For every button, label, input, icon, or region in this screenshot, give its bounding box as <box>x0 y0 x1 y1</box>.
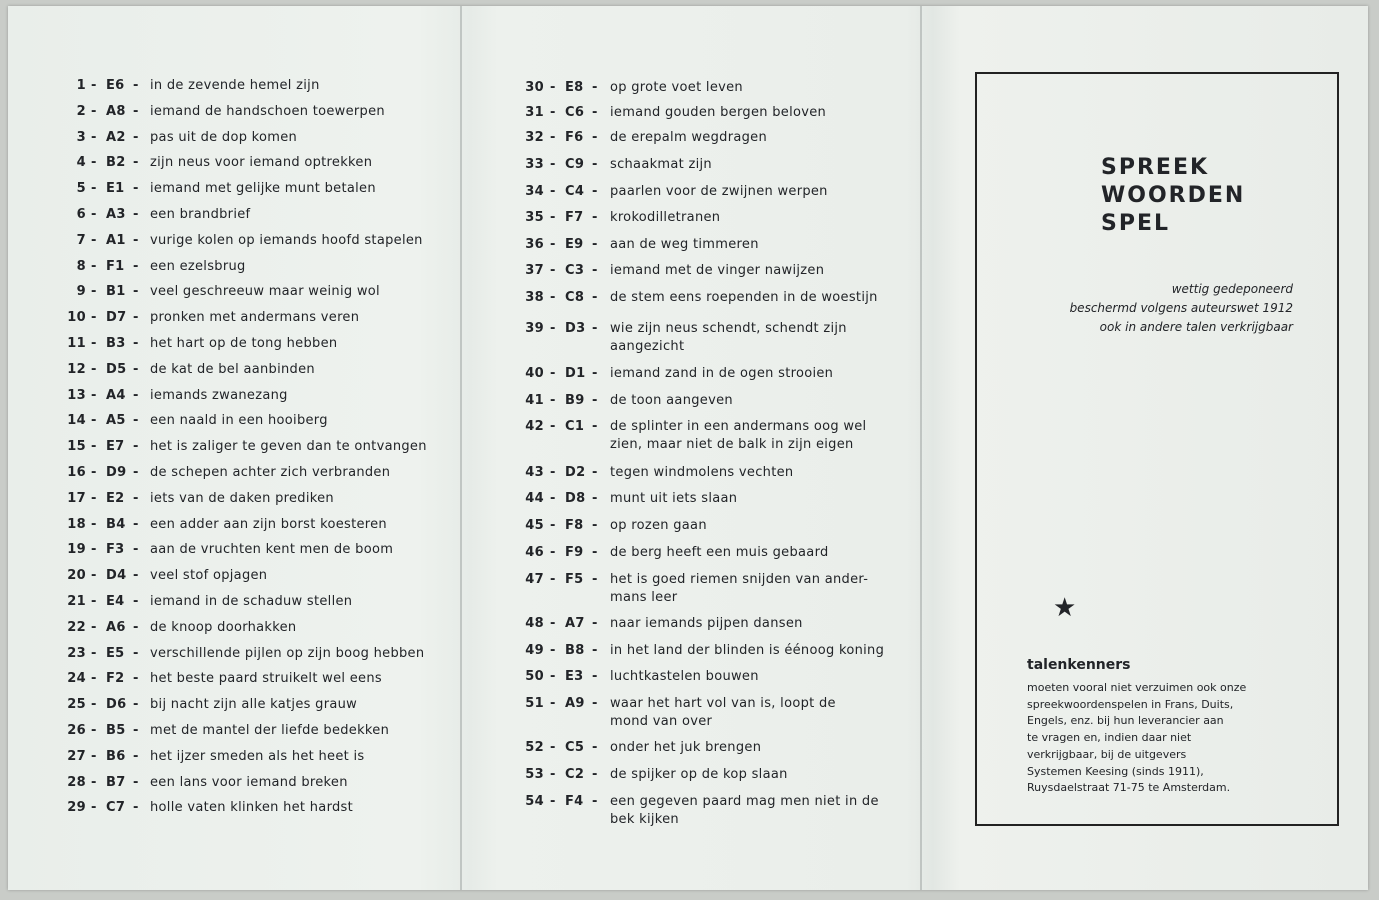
entry-grid-code: B9 <box>565 393 585 408</box>
entry-number: 31 <box>525 105 544 120</box>
entry-number: 5 <box>76 181 86 196</box>
entry-dash: - <box>550 465 556 480</box>
entry-dash: - <box>592 290 598 305</box>
entry-dash: - <box>91 646 97 661</box>
entry-number: 7 <box>76 233 86 248</box>
entry-dash: - <box>91 362 97 377</box>
entry-dash: - <box>91 568 97 583</box>
entry-grid-code: E1 <box>106 181 125 196</box>
entry-number: 51 <box>525 696 544 711</box>
body-line: spreekwoordenspelen in Frans, Duits, <box>1027 697 1234 711</box>
entry-grid-code: C8 <box>565 290 585 305</box>
entry-grid-code: B1 <box>106 284 126 299</box>
entry-dash: - <box>550 643 556 658</box>
entry-number: 20 <box>67 568 86 583</box>
entry-dash: - <box>592 80 598 95</box>
proverb-text: holle vaten klinken het hardst <box>150 800 354 815</box>
entry-dash: - <box>592 669 598 684</box>
entry-grid-code: A3 <box>106 207 126 222</box>
proverb-text: zijn neus voor iemand optrekken <box>150 155 373 170</box>
proverb-text: de knoop doorhakken <box>150 620 297 635</box>
entry-dash: - <box>550 696 556 711</box>
entry-dash: - <box>592 794 598 809</box>
proverb-text: het hart op de tong hebben <box>150 336 338 351</box>
entry-number: 38 <box>525 290 544 305</box>
entry-number: 29 <box>67 800 86 815</box>
entry-dash: - <box>592 767 598 782</box>
entry-grid-code: A8 <box>106 104 126 119</box>
entry-dash: - <box>133 775 139 790</box>
entry-dash: - <box>133 517 139 532</box>
entry-dash: - <box>133 310 139 325</box>
entry-grid-code: E3 <box>565 669 584 684</box>
proverb-text: iemand met de vinger nawijzen <box>610 263 825 278</box>
entry-number: 4 <box>76 155 86 170</box>
entry-dash: - <box>550 518 556 533</box>
entry-number: 44 <box>525 491 544 506</box>
notice-line: ook in andere talen verkrijgbaar <box>1099 320 1293 334</box>
entry-grid-code: F3 <box>106 542 125 557</box>
entry-dash: - <box>592 321 598 336</box>
entry-grid-code: D3 <box>565 321 586 336</box>
entry-grid-code: F8 <box>565 518 584 533</box>
entry-grid-code: C6 <box>565 105 585 120</box>
entry-number: 45 <box>525 518 544 533</box>
proverb-text: verschillende pijlen op zijn boog hebben <box>150 646 425 661</box>
title-line: SPREEK <box>1101 155 1210 180</box>
proverb-text: een adder aan zijn borst koesteren <box>150 517 387 532</box>
entry-number: 23 <box>67 646 86 661</box>
entry-dash: - <box>592 572 598 587</box>
entry-number: 30 <box>525 80 544 95</box>
entry-dash: - <box>133 620 139 635</box>
entry-grid-code: D1 <box>565 366 586 381</box>
proverb-text: het is zaliger te geven dan te ontvangen <box>150 439 427 454</box>
entry-number: 32 <box>525 130 544 145</box>
entry-dash: - <box>550 80 556 95</box>
entry-grid-code: D2 <box>565 465 586 480</box>
entry-number: 22 <box>67 620 86 635</box>
entry-dash: - <box>133 207 139 222</box>
proverb-text: een naald in een hooiberg <box>150 413 328 428</box>
entry-number: 14 <box>67 413 86 428</box>
entry-dash: - <box>133 542 139 557</box>
entry-dash: - <box>91 284 97 299</box>
entry-grid-code: A2 <box>106 130 126 145</box>
entry-dash: - <box>91 800 97 815</box>
entry-number: 12 <box>67 362 86 377</box>
entry-dash: - <box>550 572 556 587</box>
entry-dash: - <box>133 388 139 403</box>
entry-dash: - <box>133 439 139 454</box>
entry-dash: - <box>550 237 556 252</box>
proverb-text: veel geschreeuw maar weinig wol <box>150 284 380 299</box>
entry-number: 33 <box>525 157 544 172</box>
fold-line-left <box>460 6 462 890</box>
entry-dash: - <box>133 413 139 428</box>
proverb-text: in de zevende hemel zijn <box>150 78 320 93</box>
entry-number: 10 <box>67 310 86 325</box>
leaflet-sheet <box>8 6 1368 890</box>
proverb-text: een ezelsbrug <box>150 259 246 274</box>
body-line: verkrijgbaar, bij de uitgevers <box>1027 747 1187 761</box>
entry-number: 17 <box>67 491 86 506</box>
entry-grid-code: F2 <box>106 671 125 686</box>
entry-number: 41 <box>525 393 544 408</box>
entry-number: 47 <box>525 572 544 587</box>
entry-dash: - <box>133 749 139 764</box>
entry-number: 19 <box>67 542 86 557</box>
entry-grid-code: B4 <box>106 517 126 532</box>
entry-dash: - <box>550 321 556 336</box>
entry-dash: - <box>91 697 97 712</box>
copyright-notice <box>1070 280 1293 337</box>
entry-dash: - <box>91 78 97 93</box>
body-line: te vragen en, indien daar niet <box>1027 731 1192 745</box>
proverb-text: naar iemands pijpen dansen <box>610 616 803 631</box>
proverb-text: op grote voet leven <box>610 80 743 95</box>
entry-dash: - <box>550 767 556 782</box>
body-line: Ruysdaelstraat 71-75 te Amsterdam. <box>1027 781 1231 795</box>
entry-dash: - <box>91 259 97 274</box>
entry-dash: - <box>550 184 556 199</box>
proverb-text: iemands zwanezang <box>150 388 288 403</box>
entry-number: 11 <box>67 336 86 351</box>
entry-dash: - <box>550 669 556 684</box>
entry-dash: - <box>550 210 556 225</box>
entry-number: 2 <box>76 104 86 119</box>
entry-grid-code: D5 <box>106 362 127 377</box>
game-title <box>1101 154 1245 238</box>
entry-dash: - <box>133 723 139 738</box>
proverb-text: iemand in de schaduw stellen <box>150 594 353 609</box>
entry-dash: - <box>550 393 556 408</box>
entry-grid-code: E2 <box>106 491 125 506</box>
entry-dash: - <box>550 290 556 305</box>
entry-dash: - <box>91 104 97 119</box>
entry-dash: - <box>133 697 139 712</box>
entry-grid-code: B2 <box>106 155 126 170</box>
entry-number: 46 <box>525 545 544 560</box>
proverb-text: het ijzer smeden als het heet is <box>150 749 365 764</box>
entry-dash: - <box>592 616 598 631</box>
entry-grid-code: C1 <box>565 419 585 434</box>
proverb-text: met de mantel der liefde bedekken <box>150 723 390 738</box>
entry-grid-code: E7 <box>106 439 125 454</box>
entry-grid-code: E9 <box>565 237 584 252</box>
proverb-text: de berg heeft een muis gebaard <box>610 545 829 560</box>
entry-dash: - <box>133 233 139 248</box>
entry-dash: - <box>91 542 97 557</box>
entry-number: 34 <box>525 184 544 199</box>
entry-dash: - <box>91 620 97 635</box>
entry-grid-code: A9 <box>565 696 585 711</box>
entry-dash: - <box>592 130 598 145</box>
proverb-text: pronken met andermans veren <box>150 310 360 325</box>
entry-grid-code: F9 <box>565 545 584 560</box>
entry-dash: - <box>592 545 598 560</box>
entry-grid-code: A1 <box>106 233 126 248</box>
proverb-text: het beste paard struikelt wel eens <box>150 671 382 686</box>
entry-grid-code: F5 <box>565 572 584 587</box>
entry-dash: - <box>91 594 97 609</box>
entry-number: 35 <box>525 210 544 225</box>
notice-line: beschermd volgens auteurswet 1912 <box>1069 301 1293 315</box>
entry-number: 36 <box>525 237 544 252</box>
entry-grid-code: B8 <box>565 643 585 658</box>
entry-grid-code: C4 <box>565 184 585 199</box>
entry-dash: - <box>91 671 97 686</box>
entry-dash: - <box>91 207 97 222</box>
proverb-text: onder het juk brengen <box>610 740 762 755</box>
proverb-text: mond van over <box>610 714 713 729</box>
entry-dash: - <box>550 491 556 506</box>
entry-number: 6 <box>76 207 86 222</box>
entry-number: 21 <box>67 594 86 609</box>
entry-dash: - <box>592 740 598 755</box>
entry-grid-code: F1 <box>106 259 125 274</box>
entry-number: 50 <box>525 669 544 684</box>
body-line: moeten vooral niet verzuimen ook onze <box>1027 681 1247 694</box>
entry-dash: - <box>91 491 97 506</box>
proverb-text: iemand zand in de ogen strooien <box>610 366 834 381</box>
entry-dash: - <box>550 616 556 631</box>
entry-grid-code: F6 <box>565 130 584 145</box>
entry-grid-code: E5 <box>106 646 125 661</box>
proverb-text: veel stof opjagen <box>150 568 268 583</box>
entry-grid-code: C7 <box>106 800 126 815</box>
body-line: Systemen Keesing (sinds 1911), <box>1027 764 1204 778</box>
entry-number: 3 <box>76 130 86 145</box>
entry-number: 26 <box>67 723 86 738</box>
entry-dash: - <box>592 491 598 506</box>
proverb-text: een gegeven paard mag men niet in de <box>610 794 879 809</box>
entry-dash: - <box>133 130 139 145</box>
talenkenners-heading: talenkenners <box>1027 657 1131 673</box>
entry-dash: - <box>133 155 139 170</box>
star-icon: ★ <box>1053 593 1077 623</box>
proverb-text: pas uit de dop komen <box>150 130 298 145</box>
proverb-text: mans leer <box>610 590 678 605</box>
entry-dash: - <box>91 336 97 351</box>
entry-grid-code: C5 <box>565 740 585 755</box>
entry-dash: - <box>592 393 598 408</box>
entry-dash: - <box>550 263 556 278</box>
proverb-text: waar het hart vol van is, loopt de <box>610 696 836 711</box>
entry-dash: - <box>91 155 97 170</box>
proverb-text: iemand de handschoen toewerpen <box>150 104 385 119</box>
entry-grid-code: C9 <box>565 157 585 172</box>
entry-dash: - <box>91 388 97 403</box>
entry-grid-code: D4 <box>106 568 127 583</box>
proverb-text: de splinter in een andermans oog wel <box>610 419 867 434</box>
title-line: SPEL <box>1101 211 1171 236</box>
entry-dash: - <box>592 105 598 120</box>
entry-number: 27 <box>67 749 86 764</box>
entry-dash: - <box>133 800 139 815</box>
entry-number: 53 <box>525 767 544 782</box>
proverb-text: de erepalm wegdragen <box>610 130 767 145</box>
proverb-text: de kat de bel aanbinden <box>150 362 315 377</box>
entry-number: 37 <box>525 263 544 278</box>
entry-grid-code: C2 <box>565 767 585 782</box>
fold-line-right <box>920 6 922 890</box>
notice-line: wettig gedeponeerd <box>1171 282 1293 296</box>
entry-grid-code: E8 <box>565 80 584 95</box>
entry-dash: - <box>550 794 556 809</box>
entry-dash: - <box>91 233 97 248</box>
entry-dash: - <box>133 181 139 196</box>
entry-grid-code: A5 <box>106 413 126 428</box>
proverb-text: luchtkastelen bouwen <box>610 669 759 684</box>
body-line: Engels, enz. bij hun leverancier aan <box>1027 714 1224 728</box>
proverb-text: wie zijn neus schendt, schendt zijn <box>610 321 847 336</box>
entry-dash: - <box>592 518 598 533</box>
entry-dash: - <box>133 104 139 119</box>
entry-dash: - <box>133 568 139 583</box>
entry-number: 15 <box>67 439 86 454</box>
entry-dash: - <box>91 723 97 738</box>
entry-dash: - <box>592 210 598 225</box>
entry-number: 9 <box>76 284 86 299</box>
entry-dash: - <box>133 594 139 609</box>
proverb-text: aangezicht <box>610 339 685 354</box>
entry-number: 39 <box>525 321 544 336</box>
entry-grid-code: B3 <box>106 336 126 351</box>
proverb-text: in het land der blinden is éénoog koning <box>610 643 885 658</box>
entry-number: 24 <box>67 671 86 686</box>
proverb-text: munt uit iets slaan <box>610 491 738 506</box>
entry-dash: - <box>592 465 598 480</box>
entry-dash: - <box>133 78 139 93</box>
entry-dash: - <box>91 439 97 454</box>
entry-dash: - <box>592 696 598 711</box>
entry-dash: - <box>91 749 97 764</box>
proverb-text: iemand gouden bergen beloven <box>610 105 827 120</box>
entry-grid-code: F4 <box>565 794 584 809</box>
entry-number: 42 <box>525 419 544 434</box>
proverb-text: op rozen gaan <box>610 518 707 533</box>
entry-dash: - <box>592 419 598 434</box>
entry-dash: - <box>91 413 97 428</box>
entry-dash: - <box>550 545 556 560</box>
entry-number: 49 <box>525 643 544 658</box>
entry-number: 43 <box>525 465 544 480</box>
entry-grid-code: A7 <box>565 616 585 631</box>
entry-number: 40 <box>525 366 544 381</box>
entry-grid-code: A4 <box>106 388 126 403</box>
entry-grid-code: D7 <box>106 310 127 325</box>
entry-dash: - <box>91 465 97 480</box>
proverb-text: het is goed riemen snijden van ander- <box>610 572 869 587</box>
entry-grid-code: F7 <box>565 210 584 225</box>
title-line: WOORDEN <box>1101 183 1246 208</box>
proverb-text: aan de vruchten kent men de boom <box>150 542 394 557</box>
proverb-text: bek kijken <box>610 812 679 827</box>
entry-dash: - <box>550 366 556 381</box>
entry-grid-code: A6 <box>106 620 126 635</box>
entry-grid-code: D6 <box>106 697 127 712</box>
entry-dash: - <box>133 336 139 351</box>
entry-dash: - <box>550 105 556 120</box>
entry-dash: - <box>91 310 97 325</box>
entry-number: 25 <box>67 697 86 712</box>
entry-dash: - <box>550 130 556 145</box>
entry-dash: - <box>133 465 139 480</box>
entry-dash: - <box>133 491 139 506</box>
proverb-text: een brandbrief <box>150 207 251 222</box>
entry-number: 13 <box>67 388 86 403</box>
proverb-text: de stem eens roependen in de woestijn <box>610 290 878 305</box>
entry-number: 28 <box>67 775 86 790</box>
entry-grid-code: B6 <box>106 749 126 764</box>
entry-grid-code: E4 <box>106 594 125 609</box>
entry-dash: - <box>592 184 598 199</box>
entry-number: 18 <box>67 517 86 532</box>
proverb-text: schaakmat zijn <box>610 157 712 172</box>
entry-number: 16 <box>67 465 86 480</box>
entry-grid-code: E6 <box>106 78 125 93</box>
proverb-text: bij nacht zijn alle katjes grauw <box>150 697 358 712</box>
entry-number: 54 <box>525 794 544 809</box>
entry-grid-code: D8 <box>565 491 586 506</box>
entry-dash: - <box>91 775 97 790</box>
proverb-text: iemand met gelijke munt betalen <box>150 181 376 196</box>
proverb-text: iets van de daken prediken <box>150 491 334 506</box>
proverb-text: paarlen voor de zwijnen werpen <box>610 184 828 199</box>
entry-dash: - <box>133 646 139 661</box>
proverb-text: de spijker op de kop slaan <box>610 767 788 782</box>
entry-grid-code: B5 <box>106 723 126 738</box>
proverb-text: vurige kolen op iemands hoofd stapelen <box>150 233 423 248</box>
entry-dash: - <box>91 130 97 145</box>
entry-dash: - <box>592 157 598 172</box>
proverb-text: de schepen achter zich verbranden <box>150 465 391 480</box>
proverb-text: zien, maar niet de balk in zijn eigen <box>610 437 854 452</box>
entry-grid-code: C3 <box>565 263 585 278</box>
entry-number: 48 <box>525 616 544 631</box>
cover-panel <box>975 72 1339 826</box>
entry-dash: - <box>592 366 598 381</box>
entry-grid-code: B7 <box>106 775 126 790</box>
entry-dash: - <box>91 181 97 196</box>
entry-dash: - <box>133 284 139 299</box>
entry-dash: - <box>133 362 139 377</box>
talenkenners-text <box>1027 680 1297 797</box>
entry-dash: - <box>592 237 598 252</box>
proverb-text: een lans voor iemand breken <box>150 775 348 790</box>
entry-dash: - <box>550 740 556 755</box>
proverb-text: krokodilletranen <box>610 210 721 225</box>
entry-dash: - <box>550 419 556 434</box>
entry-number: 8 <box>76 259 86 274</box>
proverb-text: tegen windmolens vechten <box>610 465 794 480</box>
entry-grid-code: D9 <box>106 465 127 480</box>
entry-dash: - <box>133 671 139 686</box>
entry-number: 52 <box>525 740 544 755</box>
entry-number: 1 <box>76 78 86 93</box>
entry-dash: - <box>91 517 97 532</box>
entry-dash: - <box>592 643 598 658</box>
entry-dash: - <box>133 259 139 274</box>
proverb-text: de toon aangeven <box>610 393 733 408</box>
entry-dash: - <box>592 263 598 278</box>
entry-dash: - <box>550 157 556 172</box>
proverb-text: aan de weg timmeren <box>610 237 759 252</box>
